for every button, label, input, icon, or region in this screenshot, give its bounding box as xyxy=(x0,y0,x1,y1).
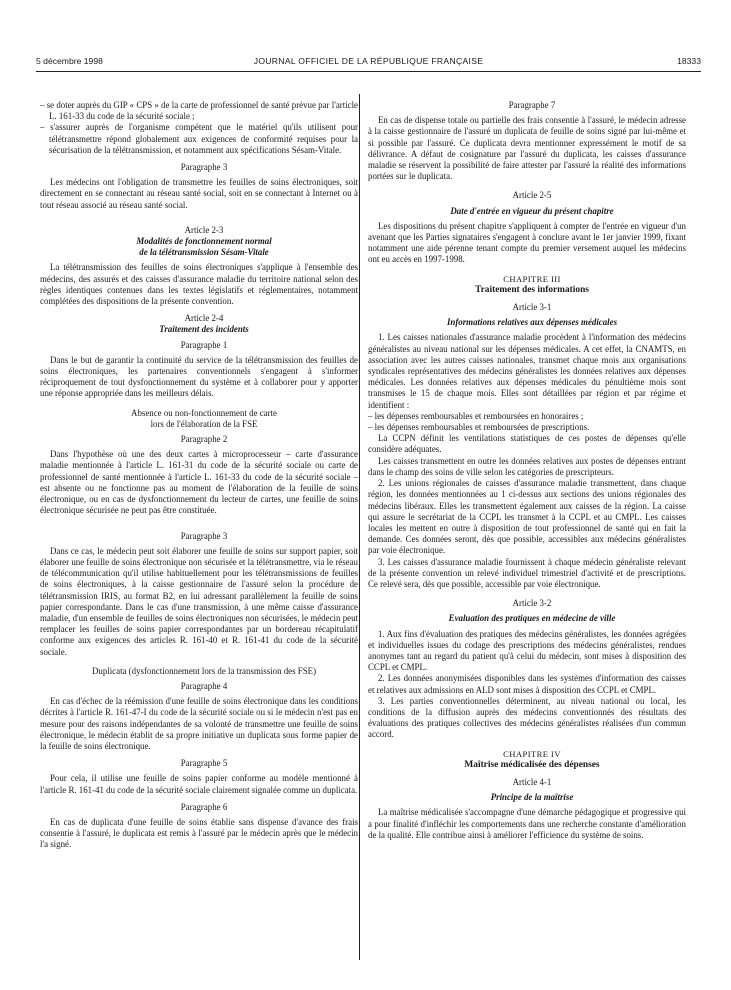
section-heading: Article 2-5 xyxy=(512,190,552,201)
section-heading: Paragraphe 1 xyxy=(180,339,228,350)
section-heading: Article 3-2 xyxy=(512,598,552,609)
paragraph: En cas de dispense totale ou partielle des frais consentie à l'assuré, le médecin adresse à la caisse gestionnaire de l'assuré un duplicata de feuille de soins signé par lui-même et si possible par l'assuré. Ce duplicata devra mentionner expressément le motif de sa délivrance. A défaut de cosignature par l'assuré du duplicata, les caisses d'assurance maladie se réservent la possibilité de faire attester par l'assuré la réalité des informations portées sur le duplicata. xyxy=(368,115,686,182)
left-column xyxy=(40,100,358,851)
journal-title: JOURNAL OFFICIEL DE LA RÉPUBLIQUE FRANÇAISE xyxy=(253,56,484,66)
paragraph: En cas d'échec de la réémission d'une feuille de soins électronique dans les conditions décrites à l'article R. 161-47-I du code de la sécurité sociale ou si le médecin n'est pas en mesure pour des raisons indépendantes de sa volonté de transmettre une feuille de soins électronique, le médecin établit de sa propre initiative un duplicata sous forme papier de la feuille de soins électronique. xyxy=(40,696,358,751)
list-item: – les dépenses remboursables et remboursées en honoraires ; xyxy=(368,410,584,421)
paragraph: 2. Les unions régionales de caisses d'assurance maladie transmettent, dans chaque région, les données mentionnées au 1 ci-dessus aux sections des unions régionales des médecins libéraux. Elles les transmettent également aux caisses de la région. La caisse qui assure le secrétariat de la CCPL les transmet à la CCPL et au CMPL. Les caisses locales les mettent en outre à disposition de tout professionnel de santé qui en fait la demande. Ces données seront, dès que possible, accessibles aux médecins généralistes par voie électronique. xyxy=(368,478,686,556)
paragraph: Pour cela, il utilise une feuille de soins papier conforme au modèle mentionné à l'article R. 161-41 du code de la sécurité sociale clairement signalée comme un duplicata. xyxy=(40,773,358,795)
paragraph: 3. Les caisses d'assurance maladie fournissent à chaque médecin généraliste relevant de la présente convention un relevé individuel trimestriel d'activité et de prescriptions. Ce relevé sera, dès que possible, accessible par voie électronique. xyxy=(368,556,686,589)
section-heading: Article 2-4 xyxy=(184,313,224,324)
right-column xyxy=(368,100,686,841)
section-subtitle: Traitement des incidents xyxy=(159,324,249,335)
list-item: – se doter auprès du GIP « CPS » de la carte de professionnel de santé prévue par l'article L. 161-33 du code de la sécurité sociale ; xyxy=(40,100,358,122)
paragraph: 2. Les données anonymisées disponibles dans les systèmes d'information des caisses et relatives aux admissions en ALD sont mises à disposition des CCPL et CMPL. xyxy=(368,673,686,695)
section-heading: Paragraphe 4 xyxy=(180,680,228,691)
section-subtitle: Informations relatives aux dépenses médicales xyxy=(446,317,618,328)
paragraph: Les caisses transmettent en outre les données relatives aux postes de dépenses entrant dans le champ des soins de ville selon les catégories de prescripteurs. xyxy=(368,455,686,477)
section-heading: Paragraphe 3 xyxy=(180,162,228,173)
header-date: 5 décembre 1998 xyxy=(36,56,103,66)
section-heading: Paragraphe 5 xyxy=(180,758,228,769)
section-subtitle: de la télétransmission Sésam-Vitale xyxy=(139,247,269,258)
section-heading: Article 4-1 xyxy=(512,776,552,787)
list-item: – les dépenses remboursables et remboursées de prescriptions. xyxy=(368,422,590,433)
section-heading: Article 3-1 xyxy=(512,302,552,313)
page-header xyxy=(36,56,701,70)
section-heading: lors de l'élaboration de la FSE xyxy=(150,418,258,429)
chapter-label: CHAPITRE III xyxy=(503,273,561,284)
section-heading: Duplicata (dysfonctionnement lors de la transmission des FSE) xyxy=(91,665,317,676)
paragraph: La télétransmission des feuilles de soins électroniques s'applique à l'ensemble des médecins, des assurés et des caisses d'assurance maladie du territoire national selon des règles identiques contenues dans les textes législatifs et réglementaires, notamment complétées des dispositions de la présente convention. xyxy=(40,262,358,307)
list-item: – s'assurer auprès de l'organisme compétent que le matériel qu'ils utilisent pour télétransmettre répond globalement aux exigences de conformité requises pour la sécurisation de la télétransmission, et notamment aux spécifications Sésam-Vitale. xyxy=(40,122,358,155)
page-number: 18333 xyxy=(677,56,701,66)
paragraph: Dans l'hypothèse où une des deux cartes à microprocesseur – carte d'assurance maladie mentionnée à l'article L. 161-31 du code de la sécurité sociale ou carte de professionnel de santé mentionnée à l'article L. 161-33 du code de la sécurité sociale – est absente ou ne fonctionne pas au moment de l'élaboration de la feuille de soins électronique, ou en cas de dysfonctionnement du lecteur de cartes, une feuille de soins électronique sécurisée ne peut pas être constituée. xyxy=(40,449,358,516)
section-heading: Article 2-3 xyxy=(184,224,224,235)
chapter-label: CHAPITRE IV xyxy=(503,748,561,759)
paragraph: Les dispositions du présent chapitre s'appliquent à compter de l'entrée en vigueur d'un avenant que les Parties signataires s'engagent à conclure avant le 1er janvier 1999, fixant notamment une aide pérenne tenant compte du premier versement auquel les médecins ont eu accès en 1997-1998. xyxy=(368,220,686,265)
paragraph: La maîtrise médicalisée s'accompagne d'une démarche pédagogique et progressive qui a pour finalité d'infléchir les comportements dans une recherche constante d'amélioration de la qualité. Elle contribue ainsi à améliorer l'efficience du système de soins. xyxy=(368,807,686,840)
section-heading: Paragraphe 3 xyxy=(180,530,228,541)
chapter-title: Traitement des informations xyxy=(475,284,589,295)
paragraph: La CCPN définit les ventilations statistiques de ces postes de dépenses qu'elle considère adéquates. xyxy=(368,433,686,455)
column-divider xyxy=(359,94,360,960)
header-rule xyxy=(36,71,701,72)
section-heading: Paragraphe 7 xyxy=(508,100,556,110)
paragraph: 1. Aux fins d'évaluation des pratiques des médecins généralistes, les données agrégées et individuelles issues du codage des prescriptions des médecins généralistes, rendues anonymes tant au regard du patient qu'à celui du médecin, sont mises à disposition des CCPL et CMPL. xyxy=(368,628,686,673)
paragraph: 1. Les caisses nationales d'assurance maladie procèdent à l'information des médecins généralistes au niveau national sur les dépenses médicales. A cet effet, la CNAMTS, en association avec les autres caisses nationales, transmet chaque mois aux organisations syndicales représentatives des médecins généralistes les données relatives aux dépenses médicales. Les données relatives aux dépenses médicales du pénultième mois sont transmises le 15 de chaque mois. Elles sont détaillées par région et par régime et identifient : xyxy=(368,332,686,410)
section-heading: Paragraphe 6 xyxy=(180,801,228,812)
paragraph: Dans le but de garantir la continuité du service de la télétransmission des feuilles de soins électroniques, les partenaires conventionnels s'engagent à s'informer réciproquement de tout dysfonctionnement du système et à collaborer pour y apporter une réponse appropriée dans les meilleurs délais. xyxy=(40,354,358,399)
section-subtitle: Modalités de fonctionnement normal xyxy=(136,236,272,247)
paragraph: En cas de duplicata d'une feuille de soins établie sans dispense d'avance des frais consentie à l'assuré, le duplicata est remis à l'assuré par le médecin après que le médecin l'a signé. xyxy=(40,816,358,850)
paragraph: 3. Les parties conventionnelles déterminent, au niveau national ou local, les conditions de la diffusion auprès des médecins conventionnés des résultats des évaluations des pratiques collectives des médecins généralistes réalisées d'un commun accord. xyxy=(368,695,686,740)
section-subtitle: Principe de la maîtrise xyxy=(490,792,574,803)
paragraph: Dans ce cas, le médecin peut soit élaborer une feuille de soins sur support papier, soit élaborer une feuille de soins électronique non sécurisée et la télétransmettre, via le réseau de télécommunication qu'il utilise habituellement pour les télétransmissions de feuilles de soins électroniques, à la caisse gestionnaire de l'assuré selon la procédure de télétransmission IRIS, au format B2, en lui adressant parallèlement la feuille de soins papier correspondante. Dans le cas d'une transmission, à une même caisse d'assurance maladie, d'un ensemble de feuilles de soins électroniques non sécurisées, le médecin peut remplacer les feuilles de soins papier correspondantes par un bordereau récapitulatif conforme aux exigences des articles R. 161-40 et R. 161-41 du code de la sécurité sociale. xyxy=(40,545,358,657)
paragraph: Les médecins ont l'obligation de transmettre les feuilles de soins électroniques, soit directement en se connectant au réseau santé social, soit en se connectant à Internet ou à tout réseau associé au réseau santé social. xyxy=(40,177,358,210)
section-subtitle: Date d'entrée en vigueur du présent chapitre xyxy=(450,205,614,216)
section-subtitle: Evaluation des pratiques en médecine de ville xyxy=(448,613,616,624)
chapter-title: Maîtrise médicalisée des dépenses xyxy=(464,759,600,770)
section-heading: Paragraphe 2 xyxy=(180,434,228,445)
section-heading: Absence ou non-fonctionnement de carte xyxy=(131,407,277,418)
